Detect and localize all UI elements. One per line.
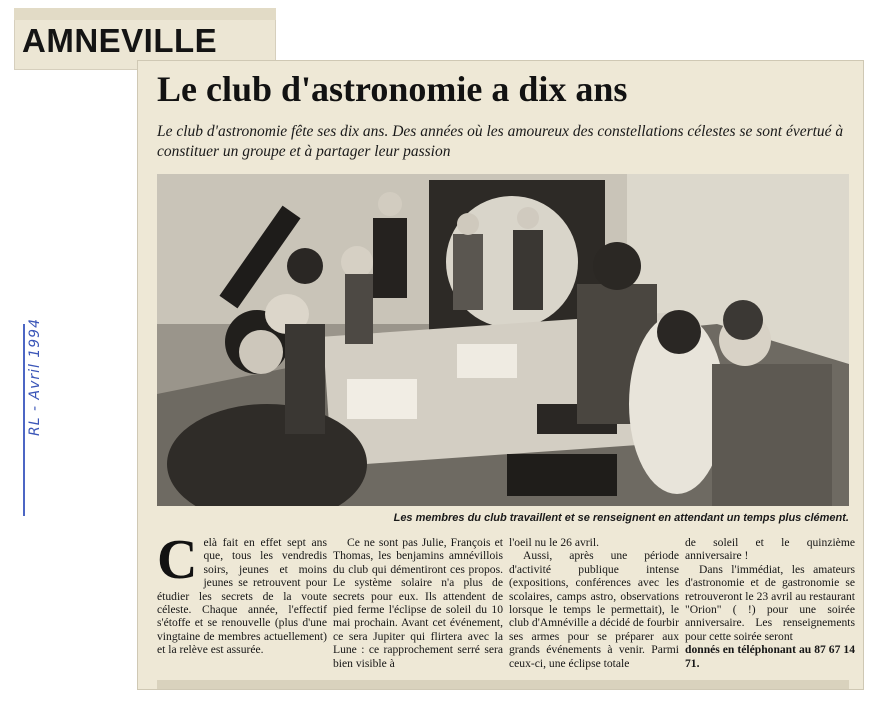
clipping-top-strip	[14, 8, 276, 20]
article-column-3	[509, 536, 679, 670]
column-4-text: Dans l'immédiat, les amateurs d'astronomie et de gastronomie se retrouveront le 23 avril au restaurant "Orion" ( !) pour une soirée anniversaire. Les renseignements pour cette soirée seront	[685, 562, 855, 643]
column-4-phone: donnés en téléphonant au 87 67 14 71.	[685, 643, 855, 670]
column-2-text: Ce ne sont pas Julie, François et Thomas, les benjamins amnévillois du club qui démentiront ces propos. Le système solaire n'a plus de secrets pour eux. Ils attendent de pied ferme l'éclipse de soleil du 10 mai prochain. Avant cet événement, ce sera Jupiter qui flirtera avec la Lune : ce rapprochement serré sera bien visible à	[333, 536, 503, 670]
section-label: AMNEVILLE	[22, 22, 218, 59]
column-4-lead: de soleil et le quinzième anniversaire !	[685, 536, 855, 563]
article-column-4	[685, 536, 855, 670]
article-headline: Le club d'astronomie a dix ans	[157, 69, 628, 109]
club-members-photo-image	[157, 174, 849, 506]
column-3-text: Aussi, après une période d'activité publique intense (expositions, conférences avec les scolaires, camps astro, observations lorsque le temps le permettait), le club d'Amnéville a décidé de fourbir ses armes pour se préparer aux grands événements à venir. Parmi ceux-ci, une éclipse totale	[509, 549, 679, 670]
photo-caption: Les membres du club travaillent et se renseignent en attendant un temps plus clément.	[393, 512, 849, 524]
column-1-text: elà fait en effet sept ans que, tous les vendredis soirs, jeunes et moins jeunes se retrouvent pour étudier les secrets de la voute céleste. Chaque année, l'effectif s'étoffe et se renouvelle (plus d'une vingtaine de membres actuellement) et la relève est assurée.	[157, 536, 327, 657]
column-3-lead: l'oeil nu le 26 avril.	[509, 536, 599, 549]
handwritten-date-text: RL - Avril 1994	[27, 318, 43, 436]
handwritten-margin-line	[23, 324, 25, 516]
drop-cap: C	[157, 529, 198, 591]
clipping-bottom-strip	[157, 680, 849, 689]
article-clipping	[137, 60, 864, 690]
article-column-1	[157, 529, 327, 657]
article-deck: Le club d'astronomie fête ses dix ans. Des années où les amoureux des constellations célestes se sont évertué à constituer un groupe et à partager leur passion	[157, 123, 844, 160]
article-column-2	[333, 536, 503, 670]
club-members-photo	[157, 174, 849, 506]
handwritten-date-note	[14, 318, 44, 518]
